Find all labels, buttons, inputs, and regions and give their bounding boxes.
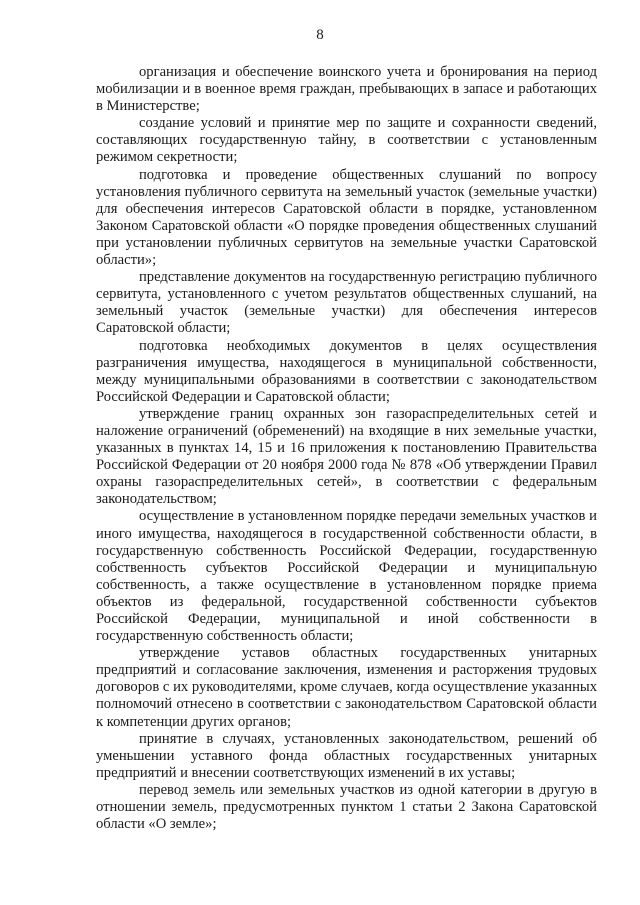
page-number: 8 xyxy=(316,27,324,43)
document-body xyxy=(96,64,597,833)
paragraph: перевод земель или земельных участков из одной категории в другую в отношении земель, предусмотренных пунктом 1 статьи 2 Закона Саратовской области «О земле»; xyxy=(96,781,597,833)
paragraph: организация и обеспечение воинского учета и бронирования на период мобилизации и в военное время граждан, пребывающих в запасе и работающих в Министерстве; xyxy=(96,64,597,115)
paragraph: утверждение границ охранных зон газораспределительных сетей и наложение ограничений (обременений) на входящие в них земельные участки, указанных в пунктах 14, 15 и 16 приложения к постановлению Правительства Российской Федерации от 20 ноября 2000 года № 878 «Об утверждении Правил охраны газораспределительных сетей», в соответствии с федеральным законодательством; xyxy=(96,405,597,508)
paragraph: подготовка и проведение общественных слушаний по вопросу установления публичного сервитута на земельный участок (земельные участки) для обеспечения интересов Саратовской области в порядке, установленном Законом Саратовской области «О порядке проведения общественных слушаний при установлении публичных сервитутов на земельные участки Саратовской области»; xyxy=(96,166,597,269)
paragraph: представление документов на государственную регистрацию публичного сервитута, установленного с учетом результатов общественных слушаний, на земельный участок (земельные участки) для обеспечения интересов Саратовской области; xyxy=(96,269,597,337)
paragraph: подготовка необходимых документов в целях осуществления разграничения имущества, находящегося в муниципальной собственности, между муниципальными образованиями в соответствии с законодательством Российской Федерации и Саратовской области; xyxy=(96,337,597,405)
paragraph: создание условий и принятие мер по защите и сохранности сведений, составляющих государственную тайну, в соответствии с установленным режимом секретности; xyxy=(96,115,597,166)
paragraph: утверждение уставов областных государственных унитарных предприятий и согласование заключения, изменения и расторжения трудовых договоров с их руководителями, кроме случаев, когда осуществление указанных полномочий отнесено в соответствии с законодательством Саратовской области к компетенции других органов; xyxy=(96,645,597,730)
paragraph: принятие в случаях, установленных законодательством, решений об уменьшении уставного фонда областных государственных унитарных предприятий и внесении соответствующих изменений в их уставы; xyxy=(96,730,597,781)
paragraph: осуществление в установленном порядке передачи земельных участков и иного имущества, находящегося в государственной собственности области, в государственную собственность Российской Федерации, государственную собственность субъектов Российской Федерации и муниципальную собственность, а также осуществление в установленном порядке приема объектов из федеральной, государственной собственности субъектов Российской Федерации, муниципальной и иной собственности в государственную собственность области; xyxy=(96,508,597,645)
